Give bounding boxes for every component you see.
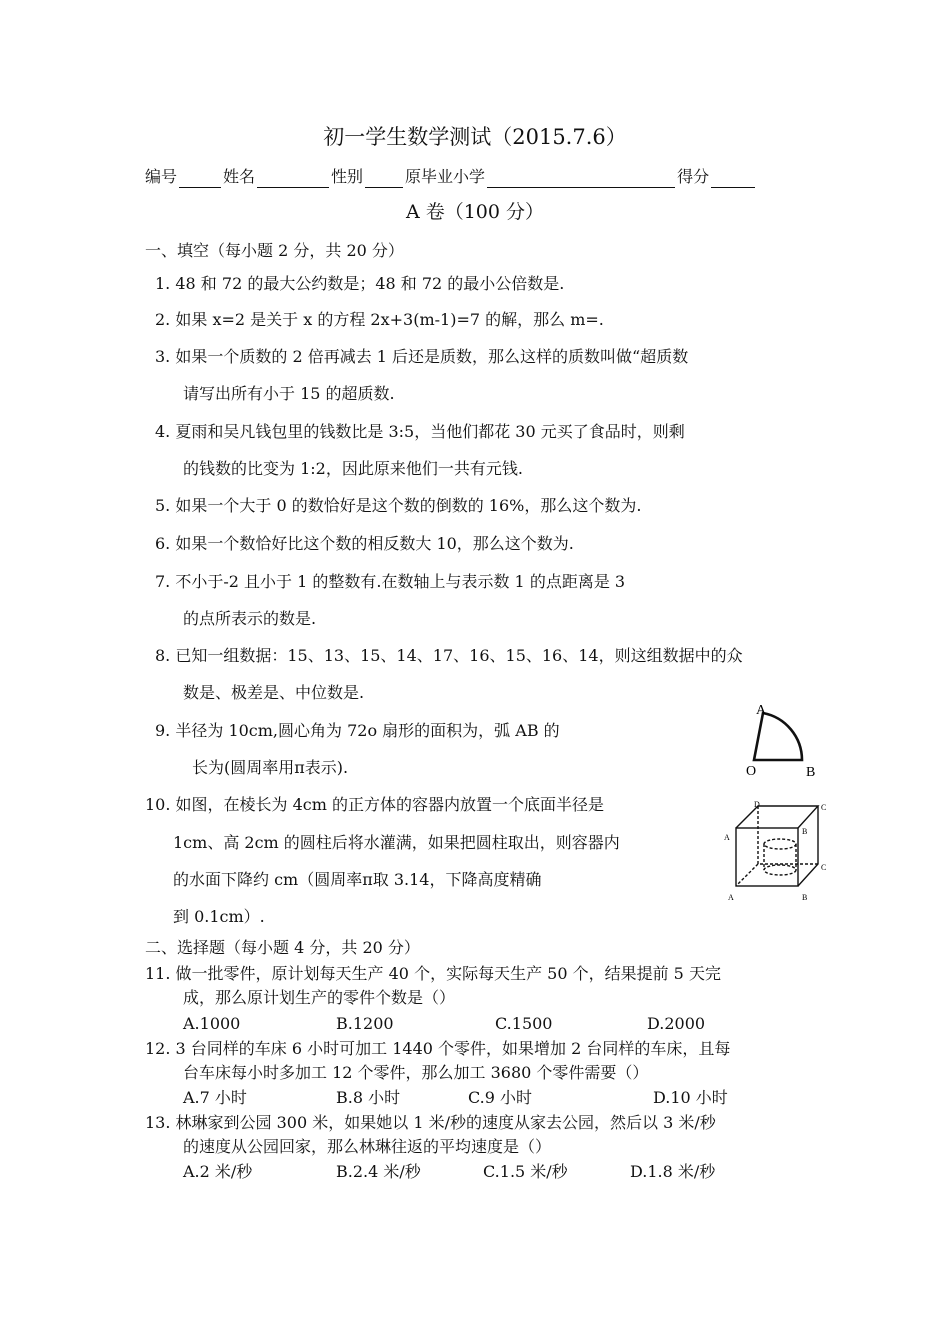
- student-info-row: [145, 166, 757, 188]
- q11-option-a[interactable]: A.1000: [183, 1014, 241, 1033]
- cube-label-d: D: [754, 800, 760, 809]
- cube-label-c-mid: C: [821, 863, 827, 872]
- q3-line-1: 3. 如果一个质数的 2 倍再减去 1 后还是质数，那么这样的质数叫做“超质数: [155, 347, 689, 366]
- q13-line-1: 13. 林琳家到公园 300 米，如果她以 1 米/秒的速度从家去公园，然后以 3 米/秒: [145, 1113, 716, 1132]
- q13-option-b[interactable]: B.2.4 米/秒: [336, 1162, 421, 1181]
- cube-label-b-mid: B: [802, 827, 808, 836]
- q10-line-2: 1cm、高 2cm 的圆柱后将水灌满，如果把圆柱取出，则容器内: [173, 833, 620, 852]
- part1-heading: 一、填空（每小题 2 分，共 20 分）: [145, 241, 404, 260]
- q10-line-4: 到 0.1cm）.: [173, 907, 265, 926]
- cube-label-a-mid: A: [724, 833, 730, 842]
- q4-line-2: 的钱数的比变为 1:2，因此原来他们一共有元钱.: [183, 459, 523, 478]
- cylinder-top: [764, 839, 796, 849]
- q12-line-2: 台车床每小时多加工 12 个零件，那么加工 3680 个零件需要（）: [183, 1063, 649, 1082]
- sector-label-a: A: [756, 703, 767, 718]
- q7-line-2: 的点所表示的数是.: [183, 609, 317, 628]
- q13-line-2: 的速度从公园回家，那么林琳往返的平均速度是（）: [183, 1137, 552, 1156]
- cube-hidden-edges: [758, 806, 818, 864]
- cube-label-c-top: C: [821, 803, 827, 812]
- q8-line-2: 数是、极差是、中位数是.: [183, 683, 365, 702]
- score-blank[interactable]: [711, 171, 755, 188]
- gender-blank[interactable]: [365, 171, 403, 188]
- q11-option-d[interactable]: D.2000: [647, 1014, 706, 1033]
- q12-option-b[interactable]: B.8 小时: [336, 1088, 401, 1107]
- q5-line: 5. 如果一个大于 0 的数恰好是这个数的倒数的 16%，那么这个数为.: [155, 496, 642, 515]
- cube-front-face: [736, 828, 798, 886]
- q11-option-b[interactable]: B.1200: [336, 1014, 394, 1033]
- q2-line: 2. 如果 x=2 是关于 x 的方程 2x+3(m-1)=7 的解，那么 m=.: [155, 310, 604, 329]
- sector-label-o: O: [746, 764, 757, 779]
- cube-top-edges: [736, 806, 818, 828]
- q7-line-1: 7. 不小于-2 且小于 1 的整数有.在数轴上与表示数 1 的点距离是 3: [155, 572, 626, 591]
- q8-line-1: 8. 已知一组数据：15、13、15、14、17、16、15、16、14，则这组数据中的众: [155, 646, 743, 665]
- q12-option-d[interactable]: D.10 小时: [653, 1088, 728, 1107]
- q13-option-c[interactable]: C.1.5 米/秒: [483, 1162, 568, 1181]
- section-a-title: A 卷（100 分）: [405, 201, 545, 223]
- q12-options: [183, 1088, 783, 1108]
- name-blank[interactable]: [257, 171, 329, 188]
- q11-line-1: 11. 做一批零件，原计划每天生产 40 个，实际每天生产 50 个，结果提前 5 天完: [145, 964, 721, 983]
- number-label: 编号: [145, 167, 178, 186]
- cube-hidden-edge-2: [736, 864, 758, 886]
- gender-label: 性别: [331, 167, 364, 186]
- sector-figure: [740, 700, 830, 780]
- q11-line-2: 成，那么原计划生产的零件个数是（）: [183, 988, 456, 1007]
- q11-options: [183, 1014, 783, 1034]
- part2-heading: 二、选择题（每小题 4 分，共 20 分）: [145, 938, 420, 957]
- q9-line-2: 长为(圆周率用π表示).: [192, 758, 349, 777]
- cube-label-b-bottom: B: [802, 893, 808, 902]
- cube-label-a-bottom: A: [728, 893, 734, 902]
- q12-option-a[interactable]: A.7 小时: [183, 1088, 247, 1107]
- q10-line-3: 的水面下降约 cm（圆周率π取 3.14，下降高度精确: [173, 870, 542, 889]
- cylinder-bottom: [764, 865, 796, 875]
- q12-option-c[interactable]: C.9 小时: [468, 1088, 533, 1107]
- q3-line-2: 请写出所有小于 15 的超质数.: [183, 384, 395, 403]
- q1-line: 1. 48 和 72 的最大公约数是；48 和 72 的最小公倍数是.: [155, 274, 565, 293]
- q11-option-c[interactable]: C.1500: [495, 1014, 553, 1033]
- q13-option-a[interactable]: A.2 米/秒: [183, 1162, 253, 1181]
- q6-line: 6. 如果一个数恰好比这个数的相反数大 10，那么这个数为.: [155, 534, 574, 553]
- q13-options: [183, 1162, 783, 1182]
- exam-title: 初一学生数学测试（2015.7.6）: [323, 125, 627, 149]
- name-label: 姓名: [223, 167, 256, 186]
- school-label: 原毕业小学: [405, 167, 486, 186]
- q13-option-d[interactable]: D.1.8 米/秒: [630, 1162, 716, 1181]
- cube-figure: [718, 798, 833, 908]
- q4-line-1: 4. 夏雨和吴凡钱包里的钱数比是 3:5，当他们都花 30 元买了食品时，则剩: [155, 422, 685, 441]
- score-label: 得分: [677, 167, 710, 186]
- number-blank[interactable]: [179, 171, 221, 188]
- q9-line-1: 9. 半径为 10cm,圆心角为 72o 扇形的面积为，弧 AB 的: [155, 721, 560, 740]
- sector-shape: [754, 713, 802, 760]
- q12-line-1: 12. 3 台同样的车床 6 小时可加工 1440 个零件，如果增加 2 台同样的车床，且每: [145, 1039, 731, 1058]
- q10-line-1: 10. 如图，在棱长为 4cm 的正方体的容器内放置一个底面半径是: [145, 795, 605, 814]
- sector-label-b: B: [806, 765, 816, 780]
- school-blank[interactable]: [487, 171, 675, 188]
